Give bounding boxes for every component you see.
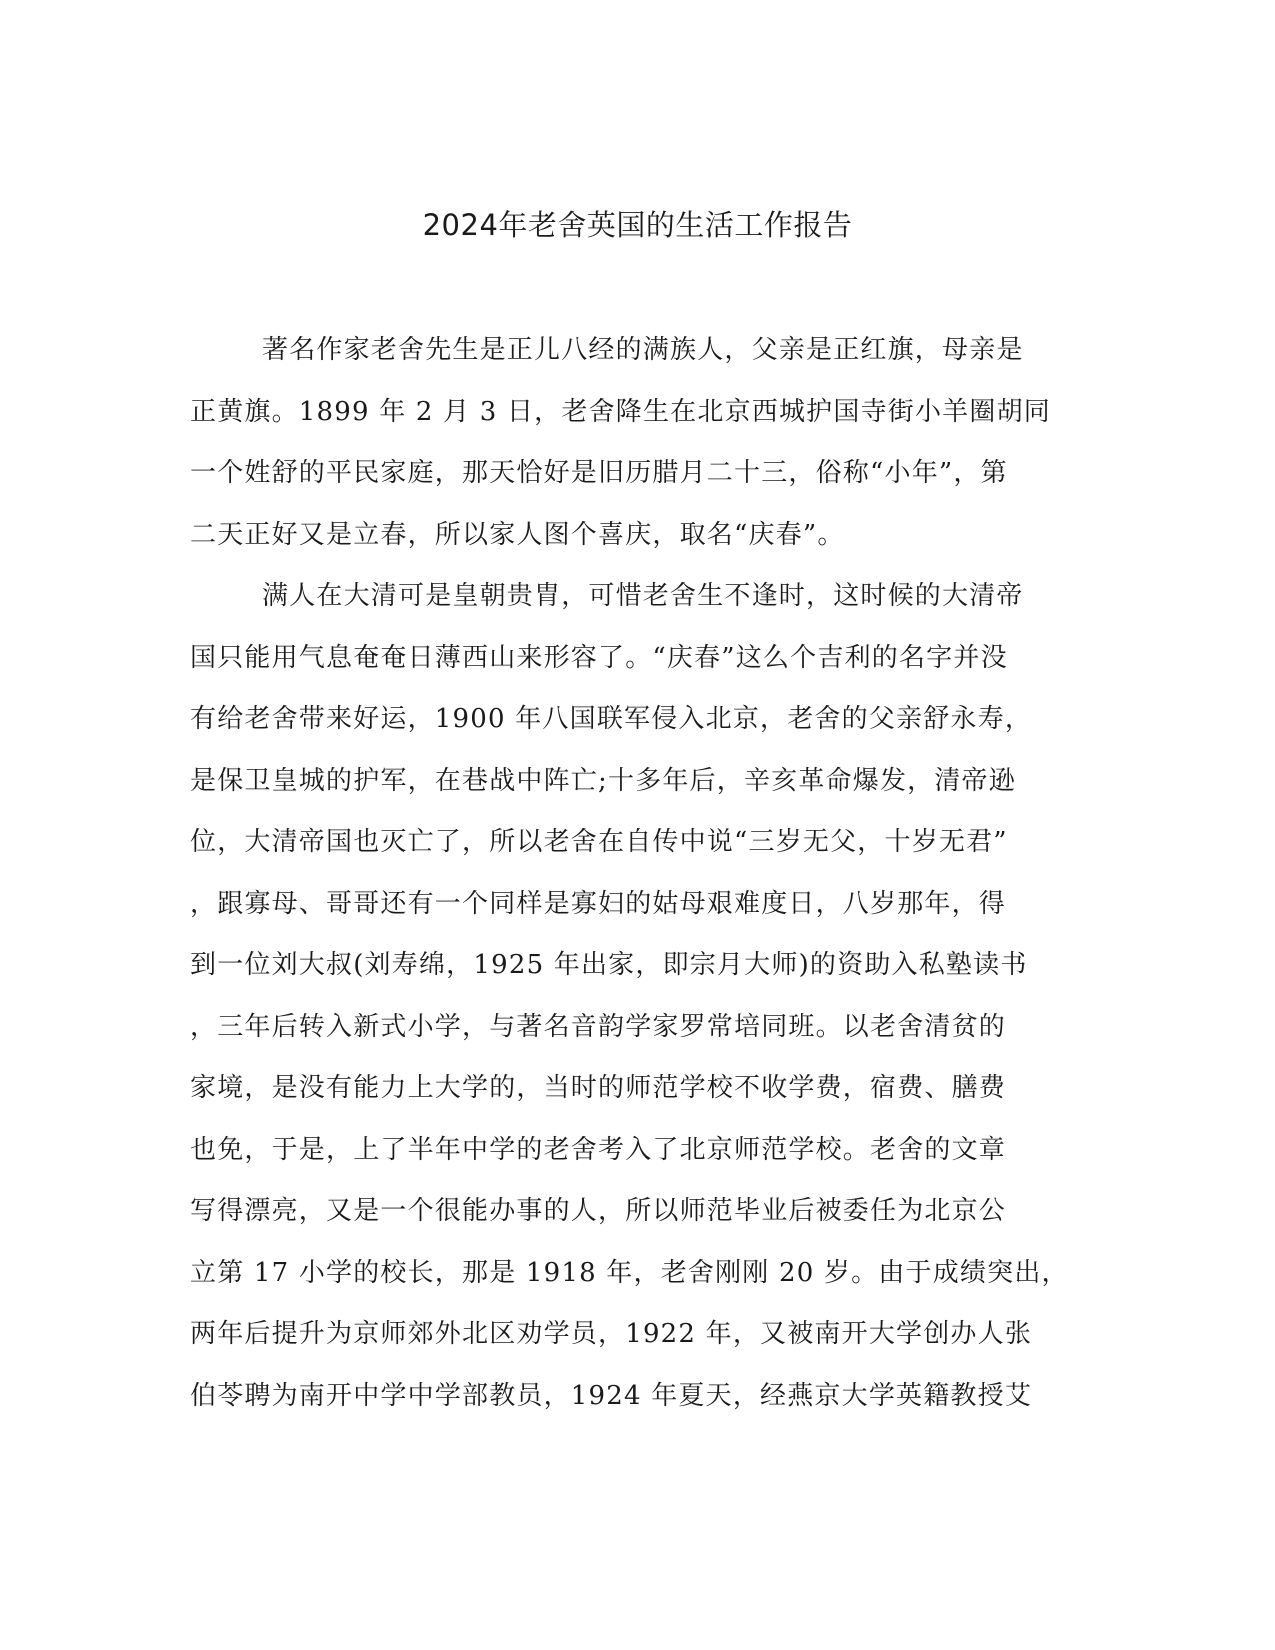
paragraph-2-line-12: 立第 17 小学的校长，那是 1918 年，老舍刚刚 20 岁。由于成绩突出，	[190, 1257, 1069, 1288]
paragraph-2-line-14: 伯苓聘为南开中学中学部教员，1924 年夏天，经燕京大学英籍教授艾	[190, 1380, 1033, 1411]
document-body	[190, 330, 1070, 1437]
paragraph-2-line-2: 国只能用气息奄奄日薄西山来形容了。“庆春”这么个吉利的名字并没	[190, 642, 1008, 673]
paragraph-2-line-8: ，三年后转入新式小学，与著名音韵学家罗常培同班。以老舍清贫的	[190, 1011, 1007, 1042]
paragraph-2-line-11: 写得漂亮，又是一个很能办事的人，所以师范毕业后被委任为北京公	[190, 1196, 1007, 1226]
paragraph-2-line-9: 家境，是没有能力上大学的，当时的师范学校不收学费，宿费、膳费	[190, 1073, 1007, 1103]
paragraph-2-line-13: 两年后提升为京师郊外北区劝学员，1922 年，又被南开大学创办人张	[190, 1319, 1033, 1349]
paragraph-2-line-7: 到一位刘大叔(刘寿绵，1925 年出家，即宗月大师)的资助入私塾读书	[190, 950, 1028, 980]
paragraph-1-line-1: 著名作家老舍先生是正儿八经的满族人，父亲是正红旗，母亲是	[262, 335, 1024, 365]
paragraph-2-line-10: 也免，于是，上了半年中学的老舍考入了北京师范学校。老舍的文章	[190, 1134, 1007, 1165]
paragraph-2-line-1: 满人在大清可是皇朝贵胄，可惜老舍生不逢时，这时候的大清帝	[262, 581, 1024, 611]
paragraph-1-line-3: 一个姓舒的平民家庭，那天恰好是旧历腊月二十三，俗称“小年”，第	[190, 458, 1008, 488]
paragraph-2-line-5: 位，大清帝国也灭亡了，所以老舍在自传中说“三岁无父，十岁无君”	[190, 827, 1008, 857]
paragraph-1-line-2: 正黄旗。1899 年 2 月 3 日，老舍降生在北京西城护国寺街小羊圈胡同	[190, 396, 1051, 427]
paragraph-1-line-4: 二天正好又是立春，所以家人图个喜庆，取名“庆春”。	[190, 519, 845, 550]
paragraph-2-line-3: 有给老舍带来好运，1900 年八国联军侵入北京，老舍的父亲舒永寿，	[190, 704, 1033, 734]
paragraph-2-line-6: ，跟寡母、哥哥还有一个同样是寡妇的姑母艰难度日，八岁那年，得	[190, 888, 1007, 919]
paragraph-2-line-4: 是保卫皇城的护军，在巷战中阵亡;十多年后，辛亥革命爆发，清帝逊	[190, 765, 1016, 796]
document-title: 2024年老舍英国的生活工作报告	[422, 208, 853, 242]
